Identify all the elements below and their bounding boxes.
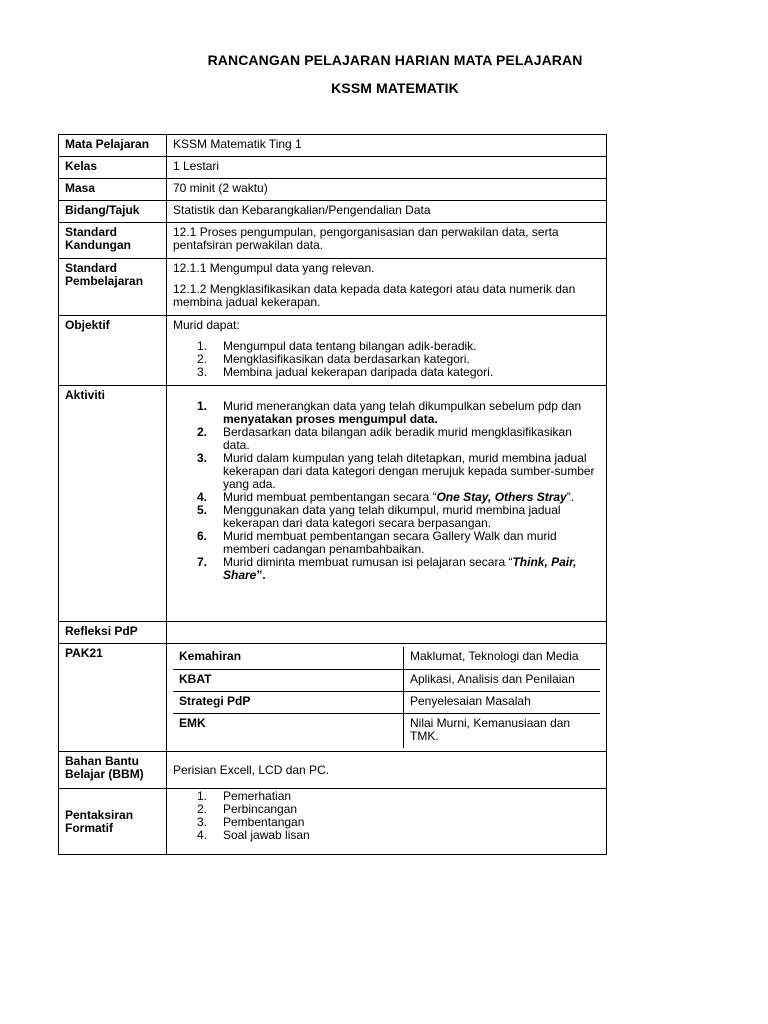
pentaksiran-list: [173, 790, 600, 842]
row-kelas: [59, 157, 607, 179]
row-refleksi: [59, 622, 607, 644]
row-objektif: [59, 316, 607, 386]
item-text: Menggunakan data yang telah dikumpul, murid membina jadual kekerapan dari data kategori secara berpasangan.: [223, 503, 561, 530]
sp-item-2: 12.1.2 Mengklasifikasikan data kepada data kategori atau data numerik dan membina jadual kekerapan.: [173, 282, 576, 309]
label-refleksi: Refleksi PdP: [59, 622, 167, 644]
pak21-key: KBAT: [173, 669, 404, 691]
row-bidang: [59, 201, 607, 223]
document-title: RANCANGAN PELAJARAN HARIAN MATA PELAJARAN: [207, 52, 583, 68]
item-number: 3.: [197, 451, 208, 465]
item-number: 1.: [197, 399, 208, 413]
label-bbm: Bahan Bantu Belajar (BBM): [59, 752, 167, 789]
item-text: Murid dalam kumpulan yang telah ditetapkan, murid membina jadual kekerapan dari data kategori dengan merujuk kepada sumber-sumber yang ada.: [223, 451, 595, 491]
pak21-value: Aplikasi, Analisis dan Penilaian: [404, 669, 601, 691]
item-text: Pembentangan: [223, 815, 305, 829]
item-number: 4.: [197, 490, 208, 504]
objektif-list: [173, 340, 600, 379]
row-pak21: [59, 644, 607, 752]
list-item: [197, 530, 600, 556]
item-text: Berdasarkan data bilangan adik beradik murid mengklasifikasikan data.: [223, 425, 572, 452]
item-number: 6.: [197, 529, 208, 543]
value-bidang: Statistik dan Kebarangkalian/Pengendalian Data: [167, 201, 607, 223]
objektif-intro: Murid dapat:: [173, 318, 240, 332]
label-kelas: Kelas: [59, 157, 167, 179]
item-text: Soal jawab lisan: [223, 828, 310, 842]
value-objektif: [167, 316, 607, 386]
item-text: Murid diminta membuat rumusan isi pelajaran secara “: [223, 555, 513, 569]
pak21-value: Maklumat, Teknologi dan Media: [404, 647, 601, 669]
pak21-key: Strategi PdP: [173, 691, 404, 713]
item-text: Pemerhatian: [223, 789, 292, 803]
item-emphasis: menyatakan proses mengumpul data.: [223, 412, 438, 426]
label-objektif: Objektif: [59, 316, 167, 386]
table-row: [173, 669, 600, 691]
list-item: [197, 452, 600, 491]
item-text: Murid menerangkan data yang telah dikumpulkan sebelum pdp dan: [223, 399, 582, 413]
table-row: [173, 713, 600, 748]
value-masa: 70 minit (2 waktu): [167, 179, 607, 201]
list-item: [197, 426, 600, 452]
item-number: 1.: [197, 339, 208, 353]
list-item: [197, 829, 600, 842]
pak21-key: Kemahiran: [173, 647, 404, 669]
label-aktiviti: Aktiviti: [59, 386, 167, 622]
list-item: [197, 366, 600, 379]
item-number: 2.: [197, 352, 208, 366]
value-aktiviti: [167, 386, 607, 622]
item-number: 1.: [197, 789, 208, 803]
value-mata-pelajaran: KSSM Matematik Ting 1: [167, 135, 607, 157]
document-subtitle: KSSM MATEMATIK: [331, 80, 459, 96]
label-pentaksiran: [59, 789, 167, 855]
item-number: 2.: [197, 425, 208, 439]
item-emphasis: Think, Pair, Share: [223, 555, 577, 582]
value-pentaksiran: [167, 789, 607, 855]
row-mata-pelajaran: [59, 135, 607, 157]
row-standard-pembelajaran: [59, 259, 607, 316]
item-text: Murid membuat pembentangan secara Gallery Walk dan murid memberi cadangan penambahbaikan.: [223, 529, 557, 556]
value-pak21: [167, 644, 607, 752]
item-text: Membina jadual kekerapan daripada data kategori.: [223, 365, 494, 379]
row-aktiviti: [59, 386, 607, 622]
row-standard-kandungan: [59, 223, 607, 259]
item-text: Mengklasifikasikan data berdasarkan kategori.: [223, 352, 470, 366]
aktiviti-list: [173, 400, 600, 582]
item-text-end: ”.: [256, 568, 266, 582]
table-row: [173, 647, 600, 669]
value-bbm: [167, 752, 607, 789]
label-pak21: PAK21: [59, 644, 167, 752]
sp-item-1: 12.1.1 Mengumpul data yang relevan.: [173, 261, 375, 275]
item-emphasis: One Stay, Others Stray: [436, 490, 567, 504]
list-item: [197, 556, 600, 582]
value-standard-kandungan: 12.1 Proses pengumpulan, pengorganisasian dan perwakilan data, serta pentafsiran perwakilan data.: [167, 223, 607, 259]
item-text: Murid membuat pembentangan secara “: [223, 490, 437, 504]
value-refleksi: [167, 622, 607, 644]
label-standard-pembelajaran: Standard Pembelajaran: [59, 259, 167, 316]
value-kelas: 1 Lestari: [167, 157, 607, 179]
item-text: Perbincangan: [223, 802, 298, 816]
row-pentaksiran: [59, 789, 607, 855]
item-number: 2.: [197, 802, 208, 816]
item-text: Mengumpul data tentang bilangan adik-beradik.: [223, 339, 477, 353]
label-masa: Masa: [59, 179, 167, 201]
table-row: [173, 691, 600, 713]
label-mata-pelajaran: Mata Pelajaran: [59, 135, 167, 157]
label-standard-kandungan: Standard Kandungan: [59, 223, 167, 259]
pentaksiran-label-text: Pentaksiran Formatif: [65, 807, 134, 835]
list-item: [197, 504, 600, 530]
row-masa: [59, 179, 607, 201]
item-number: 3.: [197, 365, 208, 379]
item-number: 5.: [197, 503, 208, 517]
item-number: 4.: [197, 828, 208, 842]
pak21-key: EMK: [173, 713, 404, 748]
item-number: 3.: [197, 815, 208, 829]
bbm-text: Perisian Excell, LCD dan PC.: [173, 762, 330, 777]
lesson-plan-table: [58, 134, 607, 855]
pak21-table: [173, 647, 600, 748]
item-text-end: ”.: [566, 490, 575, 504]
pak21-value: Penyelesaian Masalah: [404, 691, 601, 713]
label-bidang: Bidang/Tajuk: [59, 201, 167, 223]
item-number: 7.: [197, 555, 208, 569]
value-standard-pembelajaran: [167, 259, 607, 316]
row-bbm: [59, 752, 607, 789]
pak21-value: Nilai Murni, Kemanusiaan dan TMK.: [404, 713, 601, 748]
list-item: [197, 400, 600, 426]
